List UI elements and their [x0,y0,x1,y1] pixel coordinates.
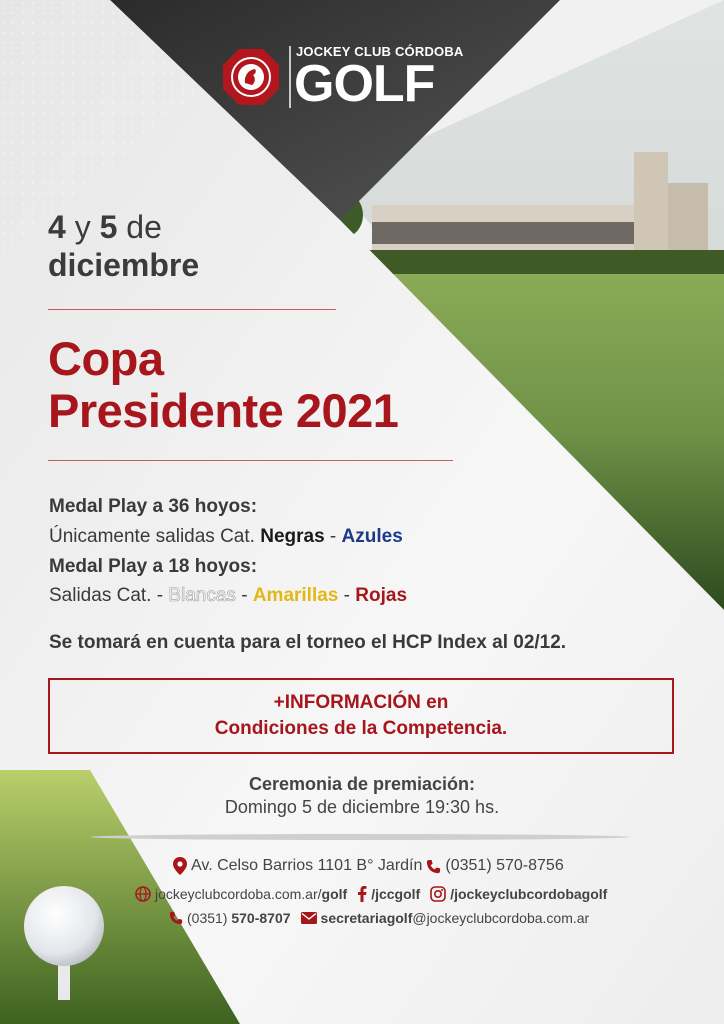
divider-title [48,460,453,461]
phone-1[interactable]: (0351) 570-8756 [445,857,564,874]
envelope-icon [301,912,317,924]
event-date: 4 y 5 de diciembre [48,209,200,283]
format1-detail: Únicamente salidas Cat. Negras - Azules [49,526,403,547]
more-info-box [48,678,674,754]
format2-detail: Salidas Cat. - Blancas - Amarillas - Rojas [49,585,408,606]
instagram-handle[interactable]: /jockeyclubcordobagolf [450,886,608,902]
brand-golf: GOLF [294,55,435,113]
event-title [48,333,398,437]
title-line-2: Presidente 2021 [48,384,399,437]
phone-icon [426,859,441,874]
facebook-handle[interactable]: /jccgolf [371,886,421,902]
website[interactable]: jockeyclubcordoba.com.ar/golf [155,886,348,902]
format1-heading: Medal Play a 36 hoyos: [49,496,258,517]
ceremony-heading: Ceremonia de premiación: [248,774,476,794]
phone-icon [169,911,183,925]
logo-divider [289,46,291,108]
contact-row-online [135,886,607,902]
email[interactable]: secretariagolf@jockeyclubcordoba.com.ar [320,910,590,926]
address: Av. Celso Barrios 1101 B° Jardín [191,857,423,874]
location-pin-icon [173,857,187,875]
contact-row-phone-email [169,910,589,926]
instagram-icon [430,886,446,902]
divider-top [48,309,336,310]
club-name: JOCKEY CLUB CÓRDOBA [296,44,464,59]
ceremony-detail: Domingo 5 de diciembre 19:30 hs. [224,797,500,817]
info-line-1: +INFORMACIÓN en [273,692,449,713]
phone-2[interactable]: (0351) 570-8707 [187,910,291,926]
info-line-2: Condiciones de la Competencia. [214,718,508,739]
club-logo-icon [222,48,280,106]
hcp-note: Se tomará en cuenta para el torneo el HCP Index al 02/12. [49,632,567,653]
format2-heading: Medal Play a 18 hoyos: [49,556,258,577]
title-line-1: Copa [48,332,164,385]
contact-row-address [173,857,564,875]
globe-icon [135,886,151,902]
facebook-icon [357,886,367,902]
